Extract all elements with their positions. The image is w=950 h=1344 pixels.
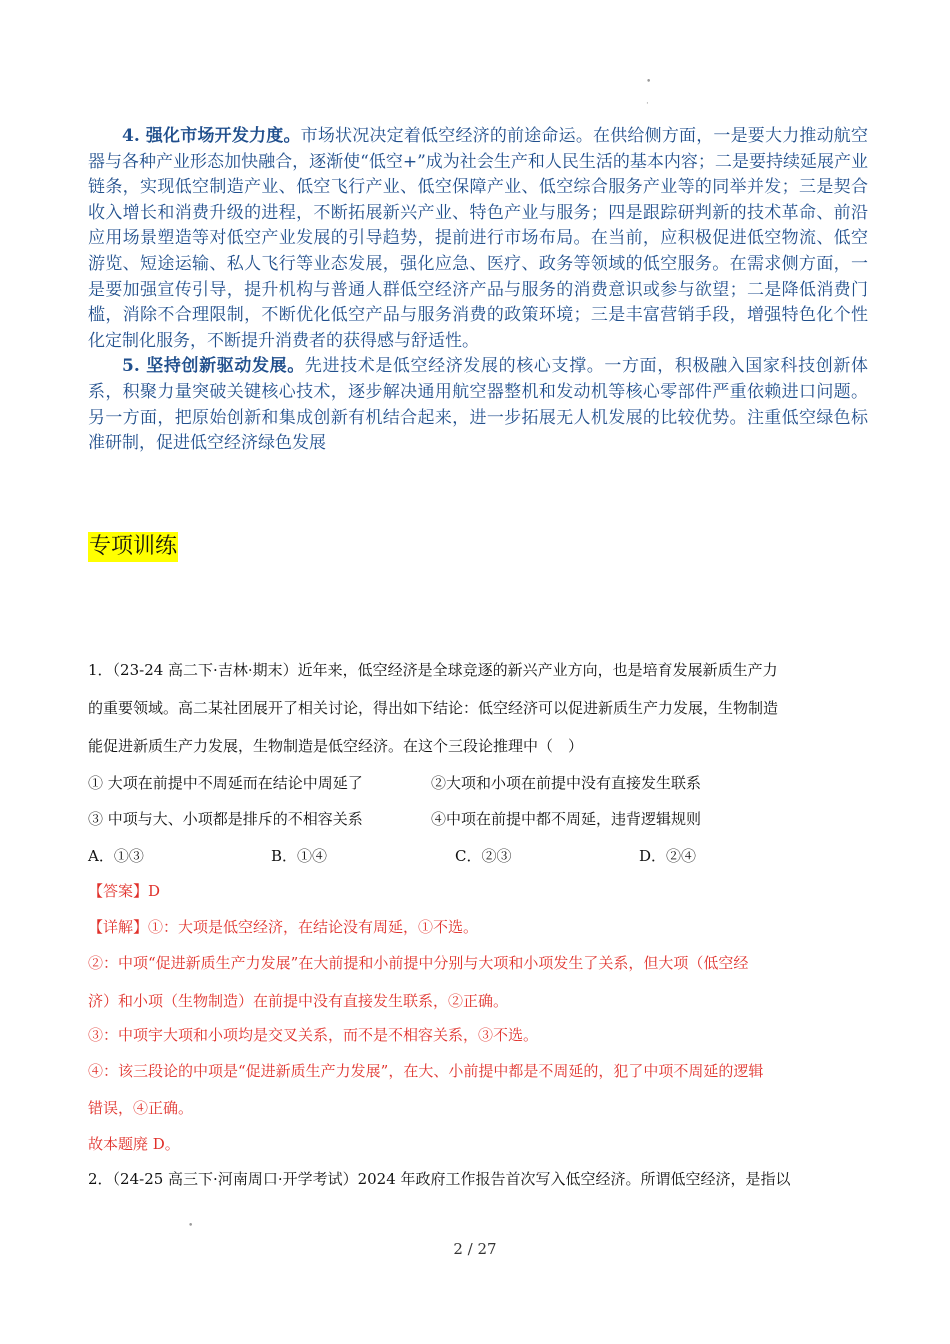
q1-option-a: A．①③ (88, 847, 144, 865)
answer-value: D (148, 882, 161, 900)
paragraph-4-title: 4. 强化市场开发力度。 (122, 126, 301, 146)
q1-statement-3: ③ 中项与大、小项都是排斥的不相容关系 (88, 810, 363, 828)
q1-stem-line-3: 能促进新质生产力发展，生物制造是低空经济。在这个三段论推理中（ ） (88, 737, 584, 755)
q1-stem-line-2: 的重要领域。高二某社团展开了相关讨论，得出如下结论：低空经济可以促进新质生产力发展，生物制造 (88, 699, 779, 717)
q1-detail-2b: 济）和小项（生物制造）在前提中没有直接发生联系，②正确。 (88, 992, 509, 1010)
q1-conclusion: 故本题廃 D。 (88, 1135, 180, 1153)
q1-option-c: C．②③ (455, 847, 512, 865)
section-title: 专项训练 (88, 532, 178, 562)
detail-text-1: ①：大项是低空经济，在结论没有周延，①不选。 (148, 918, 479, 936)
detail-label: 【详解】 (88, 918, 149, 936)
intro-paragraphs (88, 124, 868, 457)
paragraph-4-body: 市场状况决定着低空经济的前途命运。在供给侧方面，一是要大力推动航空器与各种产业形态加快融合，逐渐使“低空+”成为社会生产和人民生活的基本内容；二是要持续延展产业链条，实现低空制造产业、低空飞行产业、低空保障产业、低空综合服务产业等的同举并发；三是契合收入增长和消费升级的进程，不断拓展新兴产业、特色产业与服务；四是跟踪研判新的技术革命、前沿应用场景塑造等对低空产业发展的引导趋势，提前进行市场布局。在当前，应积极促进低空物流、低空游览、短途运输、私人飞行等业态发展，强化应急、医疗、政务等领域的低空服务。在需求侧方面，一是要加强宣传引导，提升机构与普通人群低空经济产品与服务的消费意识或参与欲望；二是降低消费门槛，消除不合理限制，不断优化低空产品与服务消费的政策环境；三是丰富营销手段，增强特色化个性化定制化服务，不断提升消费者的获得感与舒适性。 (88, 126, 868, 351)
q1-detail-1 (88, 916, 868, 938)
q1-statement-1: ① 大项在前提中不周延而在结论中周延了 (88, 774, 363, 792)
q1-answer (88, 880, 868, 902)
paragraph-5 (88, 354, 868, 456)
q1-detail-3: ③：中项宇大项和小项均是交叉关系，而不是不相容关系，③不选。 (88, 1026, 539, 1044)
scan-dot: · (646, 99, 649, 109)
q1-detail-4b: 错误，④正确。 (88, 1099, 194, 1117)
q1-stem-line-1: 1．（23-24 高二下·吉林·期末）近年来，低空经济是全球竞逐的新兴产业方向，也是培育发展新质生产力 (88, 661, 778, 679)
paragraph-5-body: 先进技术是低空经济发展的核心支撑。一方面，积极融入国家科技创新体系，积聚力量突破关键核心技术，逐步解决通用航空器整机和发动机等核心零部件严重依赖进口问题。另一方面，把原始创新和集成创新有机结合起来，进一步拓展无人机发展的比较优势。注重低空绿色标准研制，促进低空经济绿色发展 (88, 356, 868, 454)
page-number: 2 / 27 (453, 1240, 497, 1258)
scan-dot: • (188, 1221, 194, 1231)
q1-option-d: D．②④ (639, 847, 697, 865)
q1-option-b: B．①④ (271, 847, 328, 865)
q1-statement-2: ②大项和小项在前提中没有直接发生联系 (431, 774, 702, 792)
paragraph-4 (88, 124, 868, 354)
q1-statement-4: ④中项在前提中都不周延，违背逻辑规则 (431, 810, 702, 828)
scan-dot: • (646, 77, 652, 87)
q1-detail-2a: ②：中项“促进新质生产力发展”在大前提和小前提中分别与大项和小项发生了关系，但大项（低空经 (88, 954, 749, 972)
answer-label: 【答案】 (88, 882, 149, 900)
q1-detail-4a: ④：该三段论的中项是“促进新质生产力发展”，在大、小前提中都是不周延的，犯了中项不周延的逻辑 (88, 1062, 764, 1080)
paragraph-5-title: 5. 坚持创新驱动发展。 (122, 356, 305, 377)
q2-stem-line-1: 2．（24-25 高三下·河南周口·开学考试）2024 年政府工作报告首次写入低空经济。所谓低空经济，是指以 (88, 1170, 791, 1188)
